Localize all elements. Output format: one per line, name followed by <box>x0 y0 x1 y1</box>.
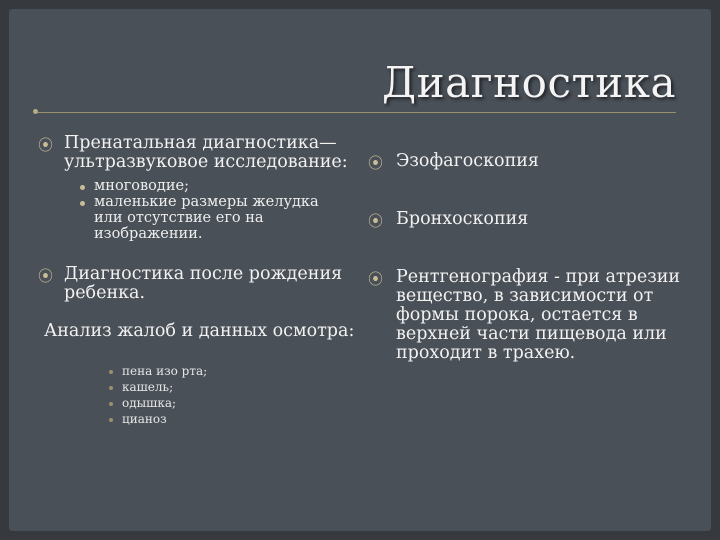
sign-stomach-line3: изображении. <box>94 226 203 242</box>
bullet-icon: ⦿ <box>368 212 384 230</box>
bullet-icon: ⦿ <box>368 154 384 172</box>
sign-polyhydramnios: многоводие; <box>94 178 189 194</box>
sign-stomach-line1: маленькие размеры желудка <box>94 194 319 210</box>
radiography-line5: проходит в трахею. <box>396 343 576 363</box>
postnatal-line1: Диагностика после рождения <box>64 264 343 284</box>
postnatal-line2: ребенка. <box>64 283 146 303</box>
bullet-icon: ⦿ <box>38 136 54 154</box>
title-divider <box>36 112 676 113</box>
radiography-line2: вещество, в зависимости от <box>396 286 654 306</box>
symptom-bullet-icon <box>109 402 113 406</box>
slide-title: Диагностика <box>381 58 676 107</box>
symptom-cough: кашель; <box>122 380 174 394</box>
sub-bullet-icon <box>80 185 85 190</box>
sign-stomach-line2: или отсутствие его на <box>94 210 264 226</box>
radiography-line4: верхней части пищевода или <box>396 324 667 344</box>
bronchoscopy-item: Бронхоскопия <box>396 209 529 229</box>
symptom-bullet-icon <box>109 370 113 374</box>
symptom-cyanosis: цианоз <box>122 412 167 426</box>
symptom-bullet-icon <box>109 418 113 422</box>
esophagoscopy-item: Эзофагоскопия <box>396 151 539 171</box>
prenatal-line2: ультразвуковое исследование: <box>64 152 348 172</box>
prenatal-line1: Пренатальная диагностика— <box>64 133 337 153</box>
bullet-icon: ⦿ <box>368 270 384 288</box>
divider-knob <box>33 109 38 114</box>
radiography-line3: формы порока, остается в <box>396 305 638 325</box>
radiography-line1: Рентгенография - при атрезии <box>396 267 681 287</box>
symptom-dyspnea: одышка; <box>122 396 177 410</box>
bullet-icon: ⦿ <box>38 267 54 285</box>
sub-bullet-icon <box>80 201 85 206</box>
anamnesis-heading: Анализ жалоб и данных осмотра: <box>44 321 355 341</box>
symptom-bullet-icon <box>109 386 113 390</box>
symptom-foam: пена изо рта; <box>122 364 208 378</box>
